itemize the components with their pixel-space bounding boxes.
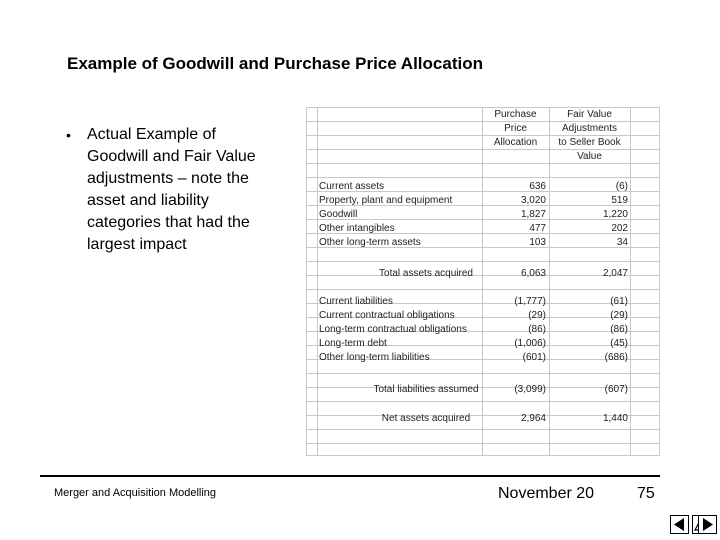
total-row-label: Total assets acquired: [379, 268, 473, 279]
col2-header-line: Adjustments: [561, 123, 618, 134]
footer-date: November 20: [498, 485, 595, 502]
row-value-adjustment: (86): [610, 324, 628, 335]
row-value-allocation: (1,006): [514, 338, 546, 349]
next-slide-button[interactable]: [698, 515, 717, 534]
total-row-label: Net assets acquired: [381, 413, 471, 424]
total-row-label: Total liabilities assumed: [373, 384, 479, 395]
col2-header-line: Value: [577, 151, 602, 162]
row-label: Goodwill: [319, 209, 358, 220]
row-value-adjustment: (6): [615, 181, 628, 192]
row-label: Current assets: [319, 181, 385, 192]
footer-course-title: Merger and Acquisition Modelling: [54, 487, 217, 499]
row-value-adjustment: (45): [610, 338, 628, 349]
row-value-adjustment: 1,440: [602, 413, 628, 424]
footer-divider: [40, 475, 660, 477]
row-value-adjustment: 34: [616, 237, 628, 248]
col2-header: [549, 108, 630, 164]
row-label: Current liabilities: [319, 296, 393, 307]
row-value-adjustment: 519: [611, 195, 628, 206]
bullet-dot: •: [66, 127, 71, 143]
row-value-allocation: 477: [529, 223, 546, 234]
arrow-right-icon: [698, 515, 717, 534]
col1-header-line: Purchase: [494, 109, 537, 120]
row-label: Other intangibles: [319, 223, 395, 234]
row-value-allocation: 2,964: [520, 413, 546, 424]
row-label: Other long-term liabilities: [319, 352, 430, 363]
row-label: Long-term debt: [319, 338, 387, 349]
row-value-adjustment: (607): [604, 384, 628, 395]
row-value-allocation: 3,020: [520, 195, 546, 206]
bullet-text: Actual Example of Goodwill and Fair Value adjustments – note the asset and liability categories that had the largest impact: [87, 126, 256, 253]
row-value-adjustment: 1,220: [602, 209, 628, 220]
col1-header-line: Allocation: [493, 137, 538, 148]
row-label: Current contractual obligations: [319, 310, 455, 321]
row-value-allocation: 6,063: [520, 268, 546, 279]
arrow-left-icon: [670, 515, 689, 534]
allocation-table-image: [306, 107, 660, 456]
row-label: Long-term contractual obligations: [319, 324, 467, 335]
row-value-adjustment: (29): [610, 310, 628, 321]
row-value-allocation: (1,777): [514, 296, 546, 307]
row-value-adjustment: (61): [610, 296, 628, 307]
row-value-allocation: (601): [522, 352, 546, 363]
col1-header: [482, 108, 549, 150]
row-label: Property, plant and equipment: [319, 195, 453, 206]
row-value-allocation: (86): [528, 324, 546, 335]
col2-header-line: to Seller Book: [558, 137, 621, 148]
row-value-allocation: 636: [529, 181, 546, 192]
row-value-adjustment: 202: [611, 223, 628, 234]
col1-header-line: Price: [504, 123, 527, 134]
slide-title: Example of Goodwill and Purchase Price Allocation: [67, 54, 483, 73]
col2-header-line: Fair Value: [567, 109, 612, 120]
row-value-adjustment: (686): [604, 352, 628, 363]
row-value-adjustment: 2,047: [602, 268, 628, 279]
row-label: Other long-term assets: [319, 237, 421, 248]
row-value-allocation: 103: [529, 237, 546, 248]
row-value-allocation: 1,827: [520, 209, 546, 220]
previous-slide-button[interactable]: [670, 515, 689, 534]
page-number: 75: [637, 485, 655, 502]
row-value-allocation: (3,099): [514, 384, 546, 395]
row-value-allocation: (29): [528, 310, 546, 321]
